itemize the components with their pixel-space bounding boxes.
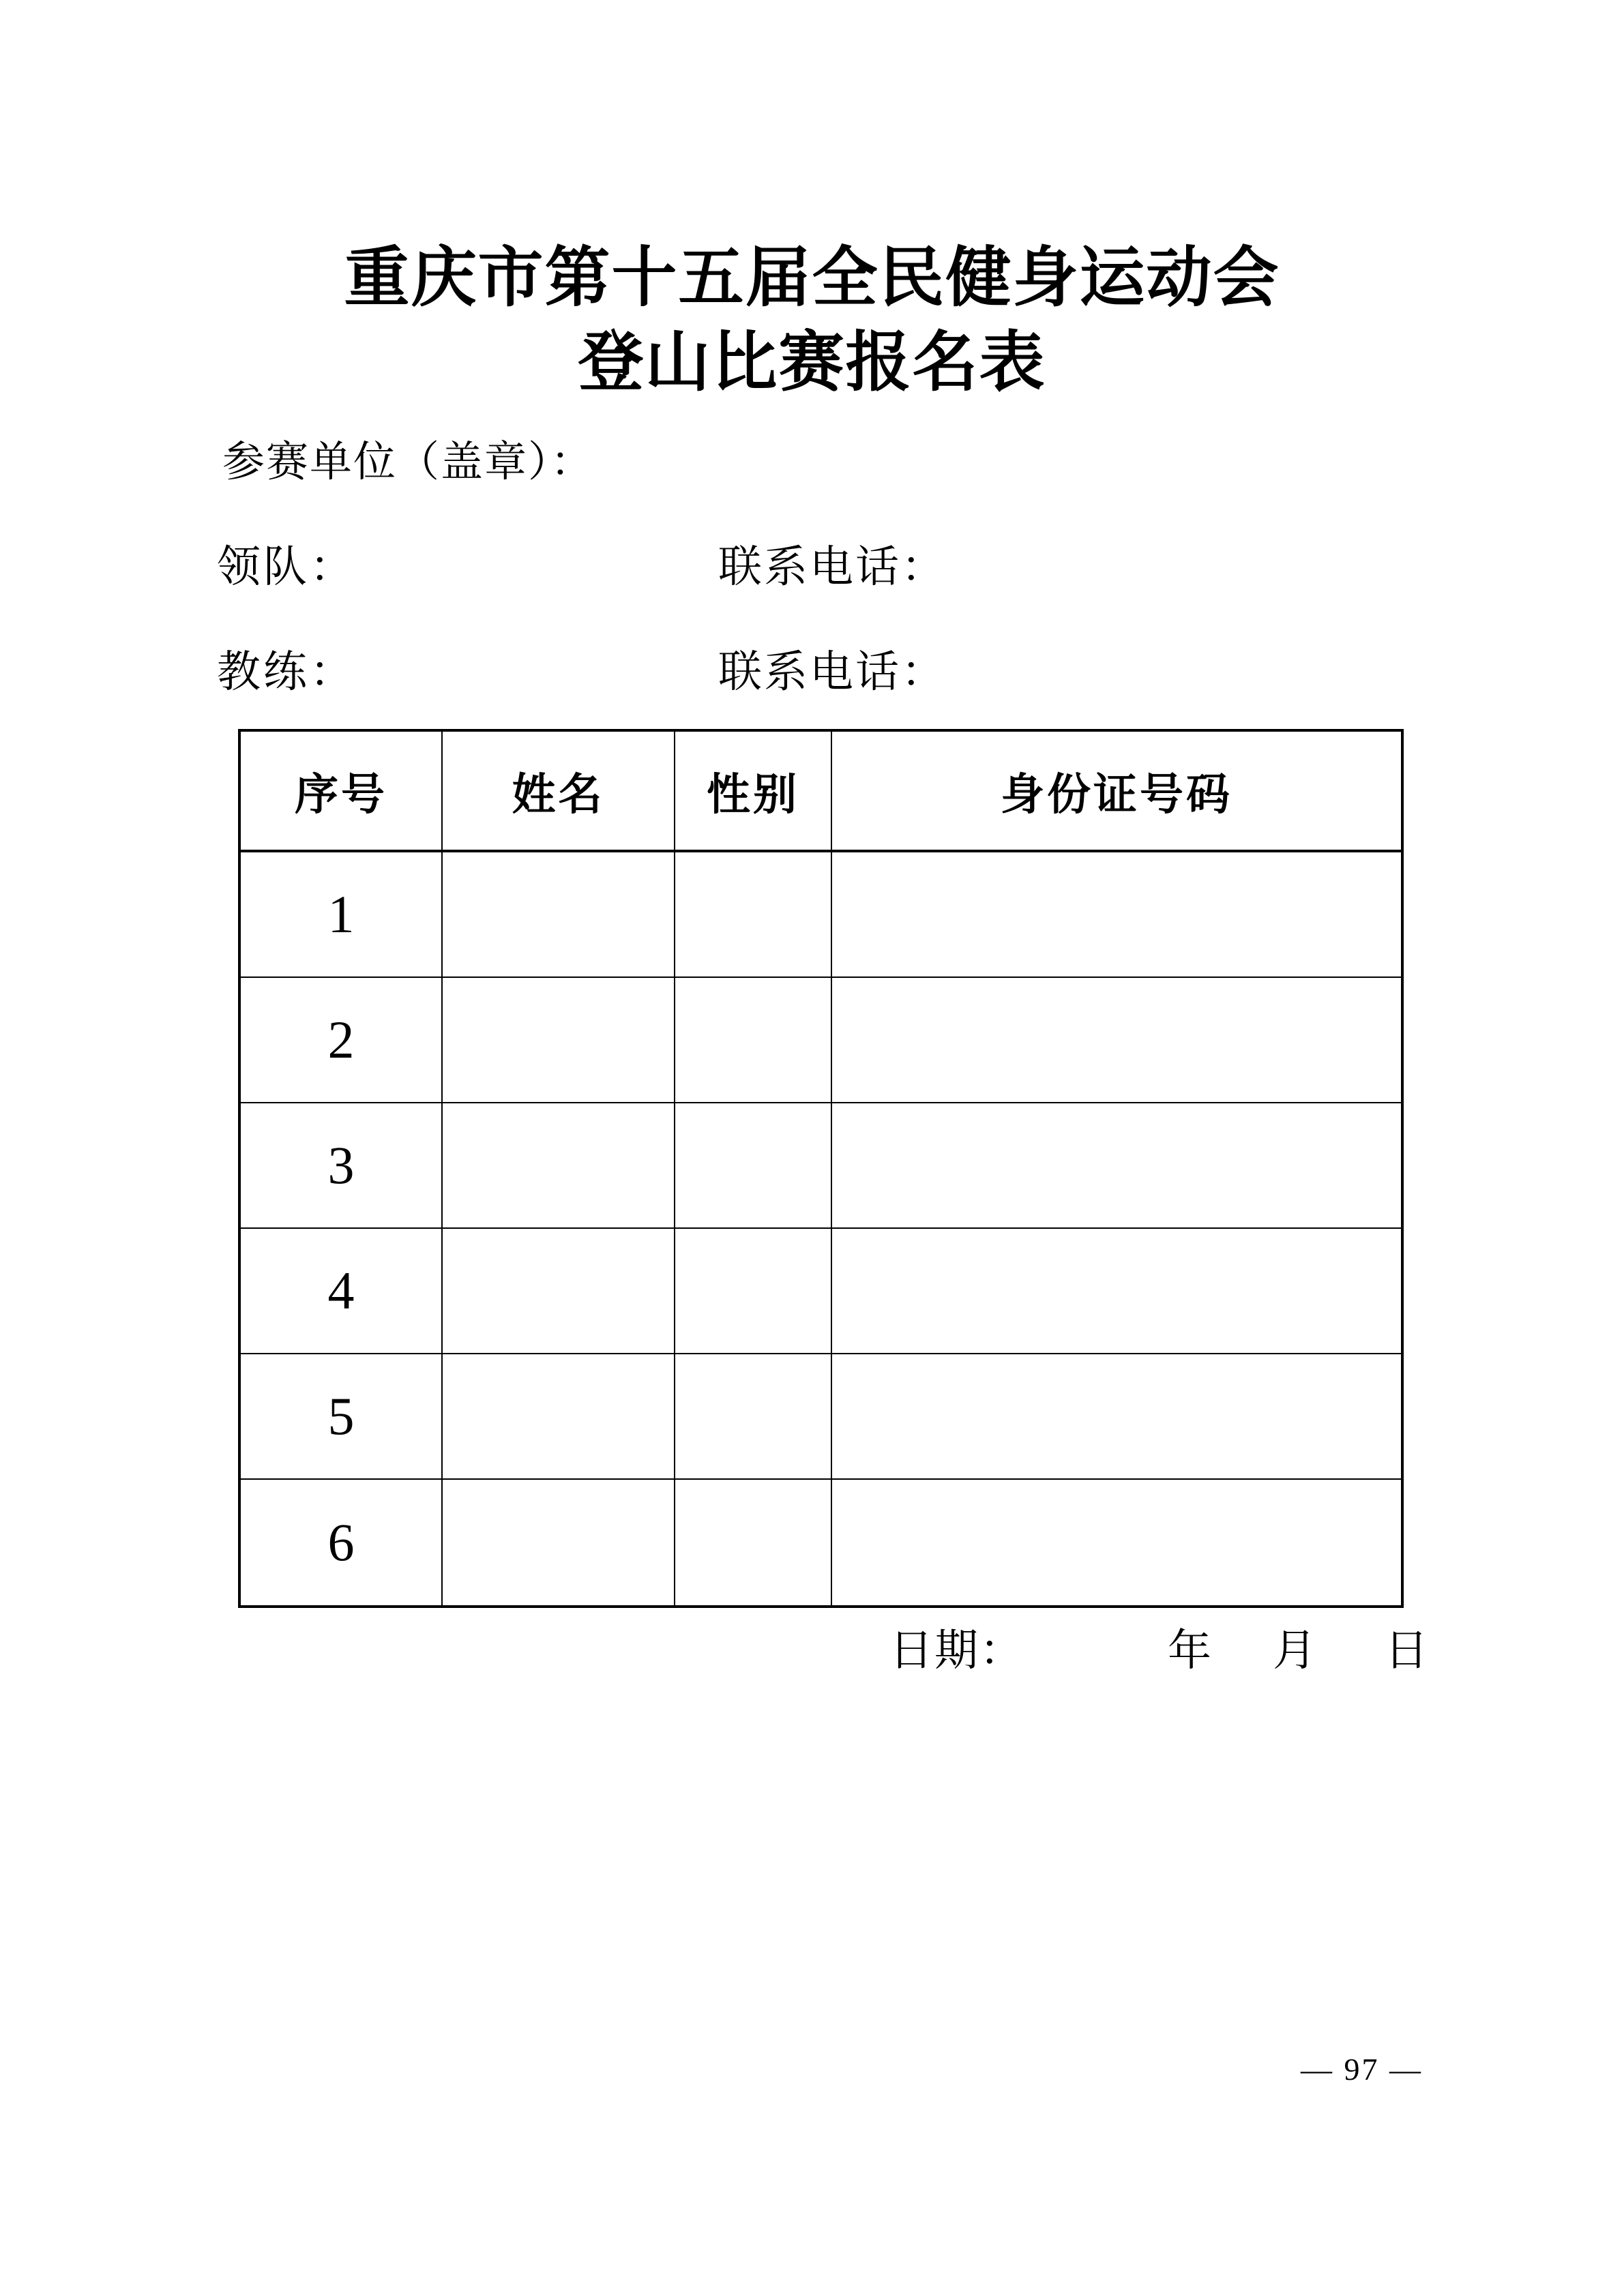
gender-cell-empty <box>675 852 832 978</box>
name-cell-empty <box>443 852 675 978</box>
name-cell-empty <box>443 1229 675 1354</box>
name-cell-empty <box>443 1480 675 1605</box>
date-label: 日期： <box>889 1626 1024 1675</box>
row-number: 5 <box>241 1354 443 1480</box>
id-cell-empty <box>832 978 1401 1103</box>
row-number: 3 <box>241 1103 443 1229</box>
gender-cell-empty <box>675 1229 832 1354</box>
coach-label: 教练： <box>217 648 356 696</box>
month-label: 月 <box>1273 1626 1316 1675</box>
gender-cell-empty <box>675 1103 832 1229</box>
name-cell-empty <box>443 978 675 1103</box>
title-line-1: 重庆市第十五届全民健身运动会 <box>344 241 1280 314</box>
name-cell-empty <box>443 1354 675 1480</box>
header-gender: 性别 <box>675 732 832 852</box>
title-line-2: 登山比赛报名表 <box>578 326 1046 399</box>
header-name: 姓名 <box>443 732 675 852</box>
gender-cell-empty <box>675 1354 832 1480</box>
leader-phone-label: 联系电话： <box>718 543 947 591</box>
team-leader-label: 领队： <box>217 543 356 591</box>
coach-phone-label: 联系电话： <box>718 648 947 696</box>
id-cell-empty <box>832 1354 1401 1480</box>
gender-cell-empty <box>675 978 832 1103</box>
name-cell-empty <box>443 1103 675 1229</box>
id-cell-empty <box>832 1229 1401 1354</box>
row-number: 4 <box>241 1229 443 1354</box>
year-label: 年 <box>1168 1626 1211 1675</box>
row-number: 1 <box>241 852 443 978</box>
id-cell-empty <box>832 1103 1401 1229</box>
registration-table <box>238 729 1404 1608</box>
id-cell-empty <box>832 1480 1401 1605</box>
gender-cell-empty <box>675 1480 832 1605</box>
header-serial: 序号 <box>241 732 443 852</box>
row-number: 2 <box>241 978 443 1103</box>
page-number: — 97 — <box>1301 2052 1423 2087</box>
header-id-number: 身份证号码 <box>832 732 1401 852</box>
day-label: 日 <box>1385 1626 1428 1675</box>
date-line <box>0 1624 1624 1679</box>
unit-stamp-label: 参赛单位（盖章）： <box>222 439 595 486</box>
id-cell-empty <box>832 852 1401 978</box>
row-number: 6 <box>241 1480 443 1605</box>
document-title <box>0 236 1624 405</box>
